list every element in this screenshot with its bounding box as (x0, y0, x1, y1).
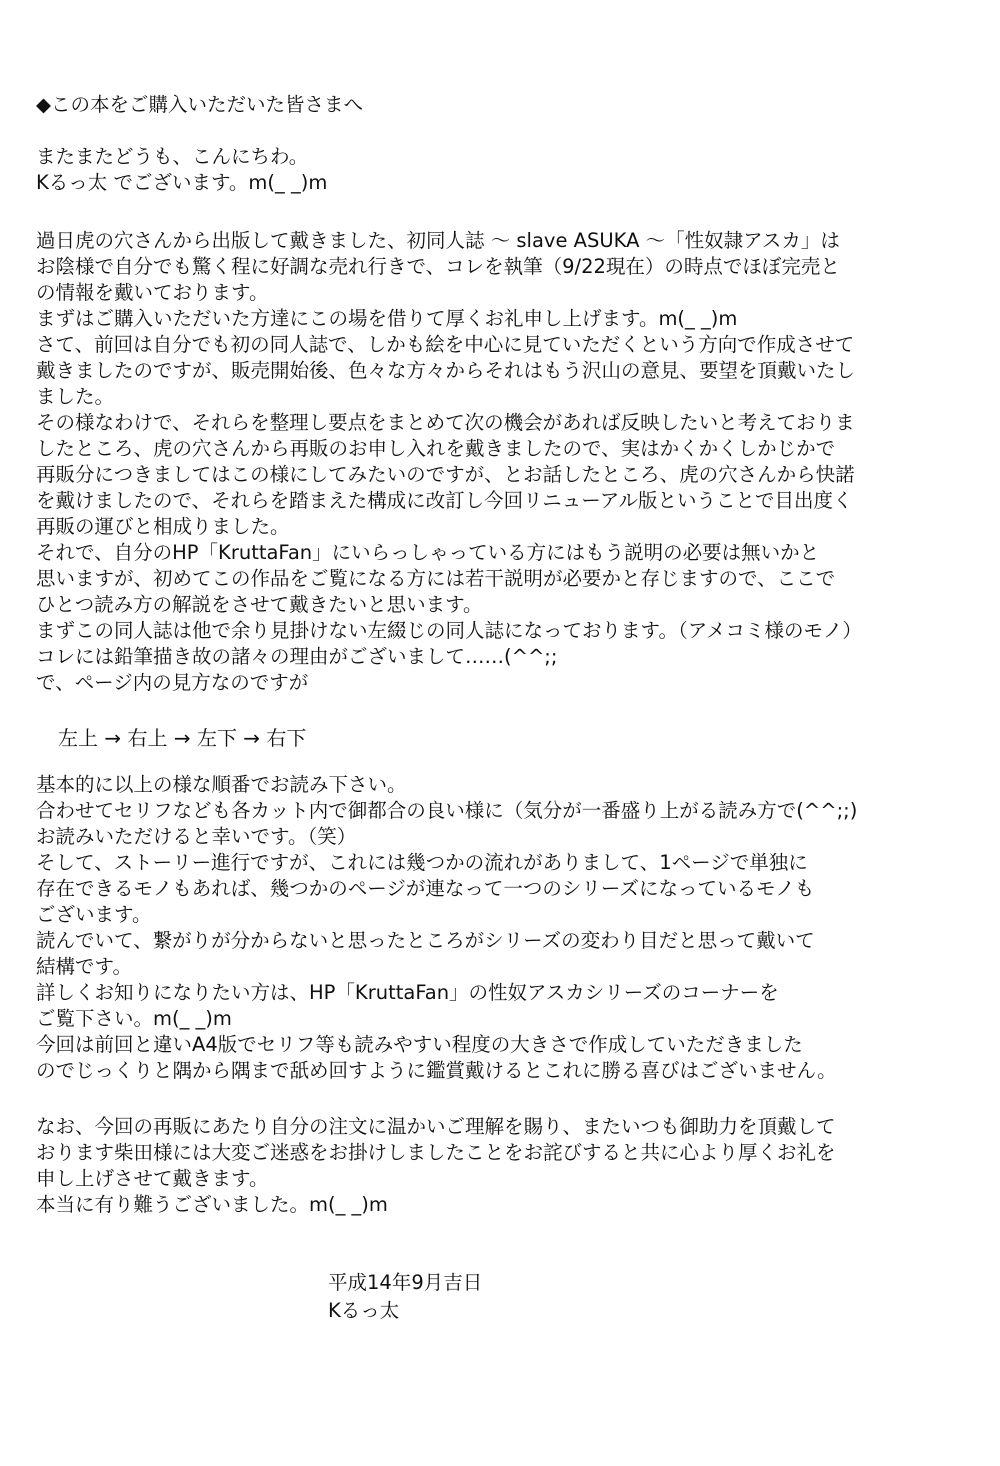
body-line: なお、今回の再販にあたり自分の注文に温かいご理解を賜り、またいつも御助力を頂戴して (36, 1115, 836, 1138)
body-line: 詳しくお知りになりたい方は、HP「KruttaFan」の性奴アスカシリーズのコーナーを (36, 981, 779, 1004)
body-line: まずはご購入いただいた方達にこの場を借りて厚くお礼申し上げます。m(_ _)m (36, 307, 738, 330)
body-line: 今回は前回と違いA4版でセリフ等も読みやすい程度の大きさで作成していただきました (36, 1033, 803, 1056)
body-line: 思いますが、初めてこの作品をご覧になる方には若干説明が必要かと存じますので、ここで (36, 567, 836, 590)
body-line: それで、自分のHP「KruttaFan」にいらっしゃっている方にはもう説明の必要は無いかと (36, 541, 820, 564)
body-line: その様なわけで、それらを整理し要点をまとめて次の機会があれば反映したいと考えておりま (36, 411, 855, 434)
body-line: 合わせてセリフなども各カット内で御都合の良い様に（気分が一番盛り上がる読み方で(^^;;) (36, 799, 858, 822)
date-line: 平成14年9月吉日 (328, 1271, 483, 1294)
letter-heading: ◆この本をご購入いただいた皆さまへ (36, 93, 363, 116)
signature: Kるっ太 (328, 1299, 400, 1322)
body-line: 再販の運びと相成りました。 (36, 515, 290, 538)
body-line: お陰様で自分でも驚く程に好調な売れ行きで、コレを執筆（9/22現在）の時点でほぼ完売と (36, 255, 840, 278)
body-line: おります柴田様には大変ご迷惑をお掛けしましたことをお詫びすると共に心より厚くお礼を (36, 1141, 836, 1164)
body-line: ました。 (36, 385, 115, 408)
body-line: のでじっくりと隅から隅まで舐め回すように鑑賞戴けるとこれに勝る喜びはございません。 (36, 1059, 837, 1082)
body-line: コレには鉛筆描き故の諸々の理由がございまして……(^^;; (36, 645, 558, 668)
body-line: 再販分につきましてはこの様にしてみたいのですが、とお話したところ、虎の穴さんから快諾 (36, 463, 855, 486)
body-line: 読んでいて、繋がりが分からないと思ったところがシリーズの変わり目だと思って戴いて (36, 929, 815, 952)
body-line: ございます。 (36, 903, 152, 926)
greeting-line: Kるっ太 でございます。m(_ _)m (36, 171, 328, 194)
body-line: 本当に有り難うございました。m(_ _)m (36, 1193, 388, 1216)
body-line: を戴けましたので、それらを踏まえた構成に改訂し今回リニューアル版ということで目出度く (36, 489, 853, 512)
body-line: したところ、虎の穴さんから再販のお申し入れを戴きましたので、実はかくかくしかじかで (36, 437, 836, 460)
greeting-line: またまたどうも、こんにちわ。 (36, 145, 309, 168)
reading-order: 左上 → 右上 → 左下 → 右下 (58, 726, 307, 750)
body-line: で、ページ内の見方なのですが (36, 671, 309, 694)
body-line: ひとつ読み方の解説をさせて戴きたいと思います。 (36, 593, 483, 616)
body-line: そして、ストーリー進行ですが、これには幾つかの流れがありまして、1ページで単独に (36, 851, 808, 874)
body-line: ご覧下さい。m(_ _)m (36, 1007, 232, 1030)
body-line: さて、前回は自分でも初の同人誌で、しかも絵を中心に見ていただくという方向で作成させて (36, 333, 855, 356)
body-line: 申し上げさせて戴きます。 (36, 1167, 269, 1190)
body-line: の情報を戴いております。 (36, 281, 269, 304)
body-line: 存在できるモノもあれば、幾つかのページが連なって一つのシリーズになっているモノも (36, 877, 815, 900)
body-line: 結構です。 (36, 955, 132, 978)
body-line: 過日虎の穴さんから出版して戴きました、初同人誌 ～ slave ASUKA ～「性奴隷アスカ」は (36, 229, 840, 252)
body-line: 基本的に以上の様な順番でお読み下さい。 (36, 773, 407, 796)
body-line: 戴きましたのですが、販売開始後、色々な方々からそれはもう沢山の意見、要望を頂戴いたし (36, 359, 856, 382)
body-line: まずこの同人誌は他で余り見掛けない左綴じの同人誌になっております。（アメコミ様のモノ） (36, 619, 862, 642)
body-line: お読みいただけると幸いです。（笑） (36, 825, 357, 848)
